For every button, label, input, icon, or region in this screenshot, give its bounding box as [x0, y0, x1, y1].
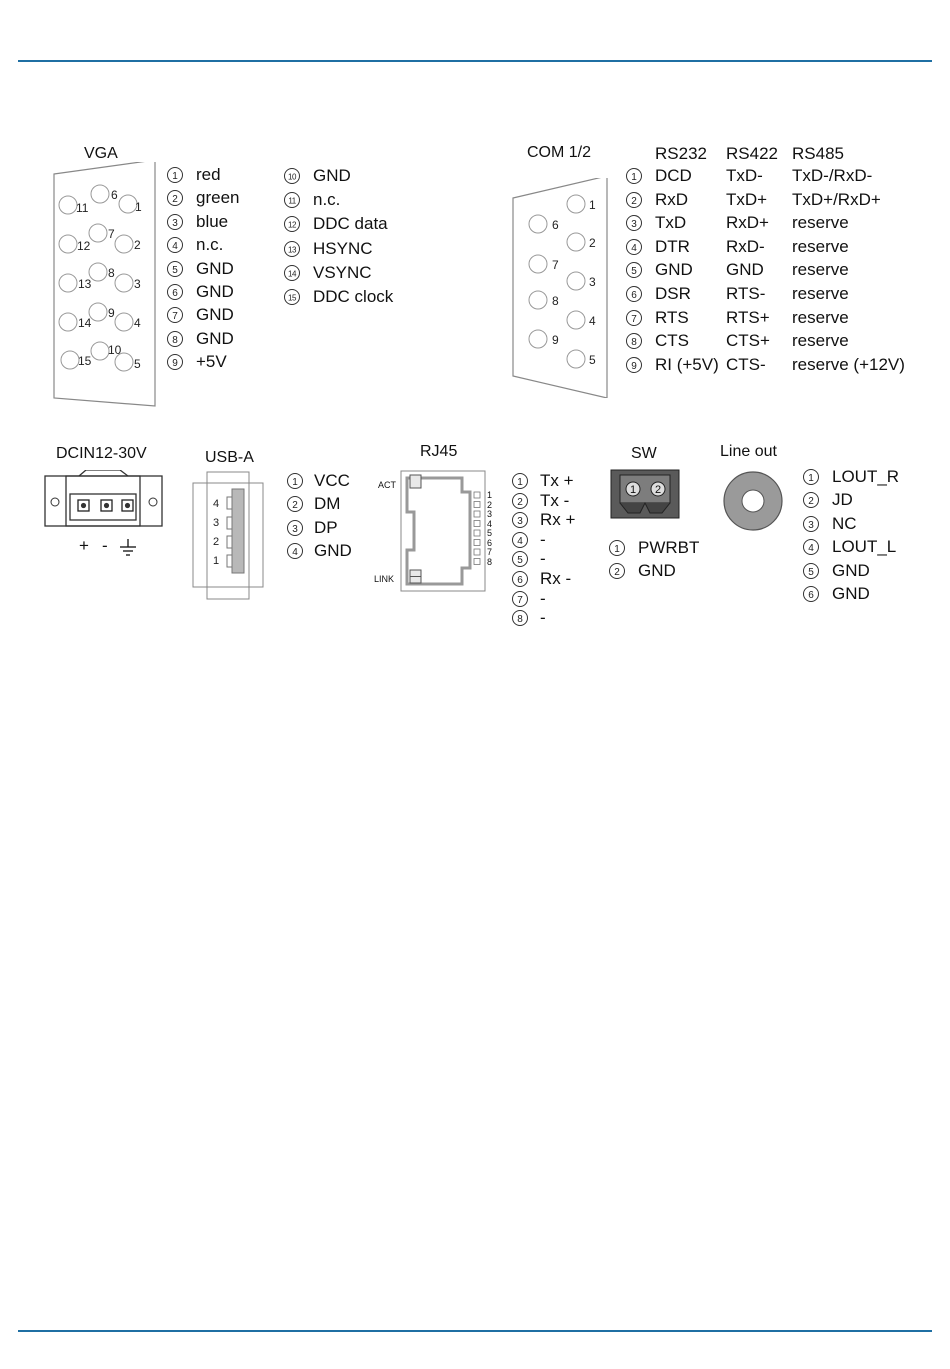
svg-text:4: 4	[631, 242, 637, 254]
com-pin-9-badge	[625, 356, 643, 374]
rj45-contact-8	[474, 559, 480, 565]
svg-text:4: 4	[517, 535, 523, 547]
com-pin-1-rs485: TxD-/RxD-	[792, 166, 873, 185]
com-pin-6-rs485: reserve	[792, 284, 849, 303]
svg-text:2: 2	[614, 567, 620, 579]
vga-pin-8-badge	[166, 330, 184, 348]
dcin-minus-label: -	[102, 536, 108, 555]
com-pin-9-rs422: CTS-	[726, 354, 766, 374]
vga-pin-7-label: GND	[196, 305, 234, 325]
usb-pin-4-label: GND	[314, 541, 352, 561]
lineout-pin-2-badge	[802, 491, 820, 509]
svg-text:7: 7	[631, 313, 637, 325]
vga-hole-3	[115, 274, 133, 292]
rj45-contact-1	[474, 492, 480, 498]
rj45-pin-7-badge	[511, 590, 529, 608]
lineout-pin-4-label: LOUT_L	[832, 537, 897, 557]
svg-text:9: 9	[631, 360, 637, 372]
vga-hole-13-number: 13	[78, 277, 92, 291]
vga-hole-9-number: 9	[108, 306, 115, 320]
com-pin-7-badge	[625, 309, 643, 327]
svg-text:5: 5	[517, 555, 523, 567]
svg-text:2: 2	[172, 194, 178, 206]
usb-connector-diagram	[192, 471, 264, 601]
sw-title: SW	[631, 445, 657, 462]
com-pin-2-rs485: TxD+/RxD+	[792, 189, 881, 209]
rj45-link-label: LINK	[374, 574, 395, 584]
lineout-pin-6-badge	[802, 585, 820, 603]
dcin-connector-diagram	[44, 470, 164, 530]
com-hole-6-number: 6	[552, 218, 559, 232]
svg-text:3: 3	[292, 523, 298, 535]
usb-pin-3-label: DP	[314, 517, 338, 537]
com-hole-9	[529, 330, 547, 348]
com-pin-8-rs485: reserve	[792, 331, 849, 351]
vga-hole-11-number: 11	[76, 201, 89, 215]
svg-text:5: 5	[808, 566, 814, 578]
vga-pin-10-badge	[283, 167, 301, 185]
com-hole-5-number: 5	[589, 353, 596, 367]
com-hole-7-number: 7	[552, 258, 559, 272]
svg-text:14: 14	[288, 269, 296, 279]
svg-text:1: 1	[517, 477, 523, 488]
top-rule	[18, 60, 932, 62]
svg-text:8: 8	[172, 334, 178, 346]
rj45-contact-2-number: 2	[487, 499, 493, 510]
rj45-pin-5-badge	[511, 550, 529, 568]
vga-pin-4-label: n.c.	[196, 235, 224, 255]
lineout-pin-1-label: LOUT_R	[832, 467, 900, 486]
usb-pin-2-label: DM	[314, 494, 341, 514]
svg-text:3: 3	[808, 519, 814, 531]
vga-hole-2	[115, 235, 133, 253]
svg-text:8: 8	[631, 337, 637, 349]
vga-pin-3-badge	[166, 213, 184, 231]
dcin-plus-label: +	[79, 536, 89, 555]
com-connector-diagram	[510, 178, 612, 398]
vga-pin-9-badge	[166, 353, 184, 371]
svg-text:3: 3	[517, 516, 523, 528]
vga-hole-7-number: 7	[108, 227, 115, 241]
com-pin-9-rs232: RI (+5V)	[655, 354, 719, 374]
vga-hole-12-number: 12	[77, 239, 91, 253]
svg-text:6: 6	[631, 290, 637, 301]
svg-text:1: 1	[614, 544, 620, 555]
rj45-title: RJ45	[420, 443, 458, 460]
lineout-title: Line out	[720, 443, 777, 460]
usb-pin-1-label: VCC	[314, 471, 350, 490]
bottom-rule	[18, 1330, 932, 1332]
svg-text:5: 5	[631, 266, 637, 278]
vga-pin-10-label: GND	[313, 166, 351, 185]
rj45-act-label: ACT	[378, 480, 396, 490]
rj45-pin-6-label: Rx -	[540, 569, 572, 588]
svg-text:10: 10	[288, 172, 296, 182]
com-pin-1-badge	[625, 167, 643, 185]
vga-hole-14	[59, 313, 77, 331]
com-hole-4	[567, 311, 585, 329]
com-pin-5-rs422: GND	[726, 260, 764, 280]
svg-text:3: 3	[631, 219, 637, 231]
vga-pin-9-label: +5V	[196, 352, 227, 372]
vga-pin-15-label: DDC clock	[313, 287, 394, 306]
vga-pin-6-label: GND	[196, 282, 234, 301]
vga-pin-5-label: GND	[196, 258, 234, 278]
usb-pin-3-badge	[286, 519, 304, 537]
usb-pin-2-badge	[286, 495, 304, 513]
com-header-rs232: RS232	[655, 144, 707, 163]
svg-text:4: 4	[292, 547, 298, 559]
svg-text:7: 7	[517, 594, 523, 606]
lineout-pin-4-badge	[802, 538, 820, 556]
lineout-pin-6-label: GND	[832, 584, 870, 603]
rj45-pin-1-label: Tx +	[540, 471, 574, 490]
vga-title: VGA	[84, 145, 118, 162]
rj45-contact-5	[474, 530, 480, 536]
usb-connector-pin-1: 1	[213, 555, 220, 567]
svg-text:5: 5	[172, 264, 178, 276]
com-pin-7-rs485: reserve	[792, 307, 849, 327]
com-pin-8-rs422: CTS+	[726, 331, 770, 351]
vga-hole-15-number: 15	[78, 354, 92, 368]
vga-pin-13-badge	[283, 240, 301, 258]
lineout-pin-3-badge	[802, 515, 820, 533]
svg-text:7: 7	[172, 311, 178, 323]
rj45-contact-7-number: 7	[487, 547, 493, 557]
usb-connector-pin-3: 3	[213, 517, 220, 529]
com-hole-1	[567, 195, 585, 213]
vga-hole-1-number: 1	[135, 200, 142, 214]
rj45-pin-2-badge	[511, 492, 529, 510]
com-hole-2-number: 2	[589, 236, 596, 250]
com-title: COM 1/2	[527, 144, 592, 161]
vga-pin-13-label: HSYNC	[313, 238, 373, 258]
vga-hole-10	[91, 342, 109, 360]
usb-connector-pin-2: 2	[213, 536, 220, 548]
com-pin-1-rs422: TxD-	[726, 166, 763, 185]
vga-hole-9	[89, 303, 107, 321]
com-pin-6-badge	[625, 285, 643, 303]
vga-hole-11	[59, 196, 77, 214]
sw-connector-diagram	[610, 469, 682, 521]
rj45-contact-4-number: 4	[487, 518, 493, 529]
com-pin-5-rs485: reserve	[792, 260, 849, 280]
ground-icon	[119, 539, 137, 557]
rj45-pin-8-label: -	[540, 608, 546, 628]
rj45-contact-8-number: 8	[487, 556, 493, 567]
com-hole-6	[529, 215, 547, 233]
svg-text:1: 1	[292, 477, 298, 488]
vga-pin-6-badge	[166, 283, 184, 301]
vga-pin-11-badge	[283, 191, 301, 209]
rj45-contact-7	[474, 549, 480, 555]
sw-pin-2-badge	[608, 562, 626, 580]
usb-title: USB-A	[205, 449, 254, 466]
com-pin-3-rs232: TxD	[655, 213, 687, 233]
com-pin-2-rs422: TxD+	[726, 189, 768, 209]
rj45-pin-4-label: -	[540, 529, 546, 549]
sw-pin-1-badge	[608, 539, 626, 557]
com-pin-3-rs485: reserve	[792, 213, 849, 233]
rj45-contact-1-number: 1	[487, 490, 493, 500]
vga-pin-12-badge	[283, 215, 301, 233]
com-header-rs485: RS485	[792, 144, 844, 163]
lineout-pin-5-badge	[802, 562, 820, 580]
svg-text:1: 1	[808, 473, 814, 484]
vga-hole-8-number: 8	[108, 266, 115, 280]
rj45-pin-2-label: Tx -	[540, 490, 570, 510]
vga-pin-2-badge	[166, 189, 184, 207]
vga-pin-12-label: DDC data	[313, 214, 388, 234]
rj45-contact-3-number: 3	[487, 509, 493, 519]
sw-pin-2-label: GND	[638, 561, 676, 581]
svg-text:9: 9	[172, 358, 178, 370]
sw-pin-1-number: 1	[630, 484, 637, 496]
sw-pin-1-label: PWRBT	[638, 538, 700, 557]
com-pin-1-rs232: DCD	[655, 166, 692, 185]
lineout-pin-2-label: JD	[832, 490, 853, 510]
rj45-pin-3-label: Rx +	[540, 510, 576, 530]
com-hole-3	[567, 272, 585, 290]
svg-text:8: 8	[517, 614, 523, 626]
com-hole-4-number: 4	[589, 314, 596, 328]
vga-hole-6	[91, 185, 109, 203]
com-pin-4-rs232: DTR	[655, 236, 690, 256]
rj45-connector-diagram	[400, 470, 486, 592]
com-pin-7-rs232: RTS	[655, 307, 689, 327]
vga-hole-15	[61, 351, 79, 369]
vga-pin-1-label: red	[196, 165, 221, 184]
svg-text:13: 13	[288, 245, 296, 255]
com-pin-4-rs485: reserve	[792, 236, 849, 256]
rj45-contact-5-number: 5	[487, 528, 493, 538]
com-pin-4-rs422: RxD-	[726, 236, 765, 256]
vga-pin-1-badge	[166, 166, 184, 184]
com-header-rs422: RS422	[726, 144, 778, 163]
vga-hole-3-number: 3	[134, 277, 141, 291]
com-pin-7-rs422: RTS+	[726, 307, 770, 327]
rj45-contact-6-number: 6	[487, 537, 493, 548]
com-pin-8-badge	[625, 332, 643, 350]
dcin-title: DCIN12-30V	[56, 445, 147, 462]
rj45-pin-5-label: -	[540, 549, 546, 569]
vga-hole-2-number: 2	[134, 238, 141, 252]
com-hole-2	[567, 233, 585, 251]
svg-text:6: 6	[808, 590, 814, 601]
com-pin-2-rs232: RxD	[655, 189, 689, 209]
vga-hole-6-number: 6	[111, 188, 118, 202]
vga-pin-14-label: VSYNC	[313, 262, 372, 282]
com-pin-5-rs232: GND	[655, 260, 693, 280]
com-pin-6-rs422: RTS-	[726, 284, 766, 303]
svg-text:2: 2	[517, 496, 523, 508]
rj45-pin-3-badge	[511, 511, 529, 529]
vga-pin-15-badge	[283, 288, 301, 306]
svg-text:1: 1	[172, 171, 178, 182]
lineout-pin-1-badge	[802, 468, 820, 486]
vga-pin-4-badge	[166, 236, 184, 254]
com-hole-3-number: 3	[589, 275, 596, 289]
com-pin-9-rs485: reserve (+12V)	[792, 354, 905, 374]
svg-text:2: 2	[631, 195, 637, 207]
com-hole-8	[529, 291, 547, 309]
usb-connector-pin-4: 4	[213, 498, 220, 510]
vga-pin-2-label: green	[196, 188, 240, 208]
svg-text:2: 2	[292, 500, 298, 512]
rj45-contact-4	[474, 521, 480, 527]
rj45-contact-2	[474, 502, 480, 508]
lineout-jack-diagram	[722, 470, 784, 532]
com-pin-4-badge	[625, 238, 643, 256]
svg-text:4: 4	[808, 543, 814, 555]
com-pin-6-rs232: DSR	[655, 284, 691, 303]
com-pin-5-badge	[625, 261, 643, 279]
vga-pin-8-label: GND	[196, 328, 234, 348]
svg-text:6: 6	[172, 288, 178, 299]
usb-pin-4-badge	[286, 542, 304, 560]
vga-hole-4-number: 4	[134, 316, 141, 330]
vga-hole-7	[89, 224, 107, 242]
vga-hole-12	[59, 235, 77, 253]
com-hole-7	[529, 255, 547, 273]
vga-pin-5-badge	[166, 260, 184, 278]
vga-hole-13	[59, 274, 77, 292]
vga-hole-8	[89, 263, 107, 281]
svg-text:15: 15	[288, 293, 296, 303]
svg-text:4: 4	[172, 241, 178, 253]
rj45-pin-8-badge	[511, 609, 529, 627]
rj45-pin-1-badge	[511, 472, 529, 490]
usb-pin-1-badge	[286, 472, 304, 490]
com-pin-8-rs232: CTS	[655, 331, 689, 351]
vga-pin-14-badge	[283, 264, 301, 282]
rj45-contact-6	[474, 540, 480, 546]
vga-hole-5-number: 5	[134, 357, 141, 371]
rj45-pin-7-label: -	[540, 588, 546, 608]
rj45-pin-6-badge	[511, 570, 529, 588]
com-hole-8-number: 8	[552, 294, 559, 308]
com-hole-1-number: 1	[589, 198, 596, 212]
vga-connector-diagram	[50, 162, 160, 412]
rj45-contact-3	[474, 511, 480, 517]
lineout-pin-3-label: NC	[832, 513, 857, 533]
com-pin-3-rs422: RxD+	[726, 213, 769, 233]
vga-hole-4	[115, 313, 133, 331]
sw-pin-2-number: 2	[655, 484, 662, 496]
svg-text:12: 12	[288, 220, 296, 230]
rj45-pin-4-badge	[511, 531, 529, 549]
svg-text:2: 2	[808, 496, 814, 508]
svg-text:6: 6	[517, 575, 523, 586]
vga-pin-11-label: n.c.	[313, 190, 341, 210]
vga-pin-7-badge	[166, 306, 184, 324]
vga-hole-14-number: 14	[78, 316, 92, 330]
vga-pin-3-label: blue	[196, 211, 229, 231]
svg-text:3: 3	[172, 217, 178, 229]
svg-text:1: 1	[631, 172, 637, 183]
com-pin-3-badge	[625, 214, 643, 232]
lineout-pin-5-label: GND	[832, 560, 870, 580]
com-hole-5	[567, 350, 585, 368]
com-hole-9-number: 9	[552, 333, 559, 347]
svg-text:11: 11	[288, 196, 296, 206]
com-pin-2-badge	[625, 191, 643, 209]
vga-hole-10-number: 10	[108, 343, 122, 357]
